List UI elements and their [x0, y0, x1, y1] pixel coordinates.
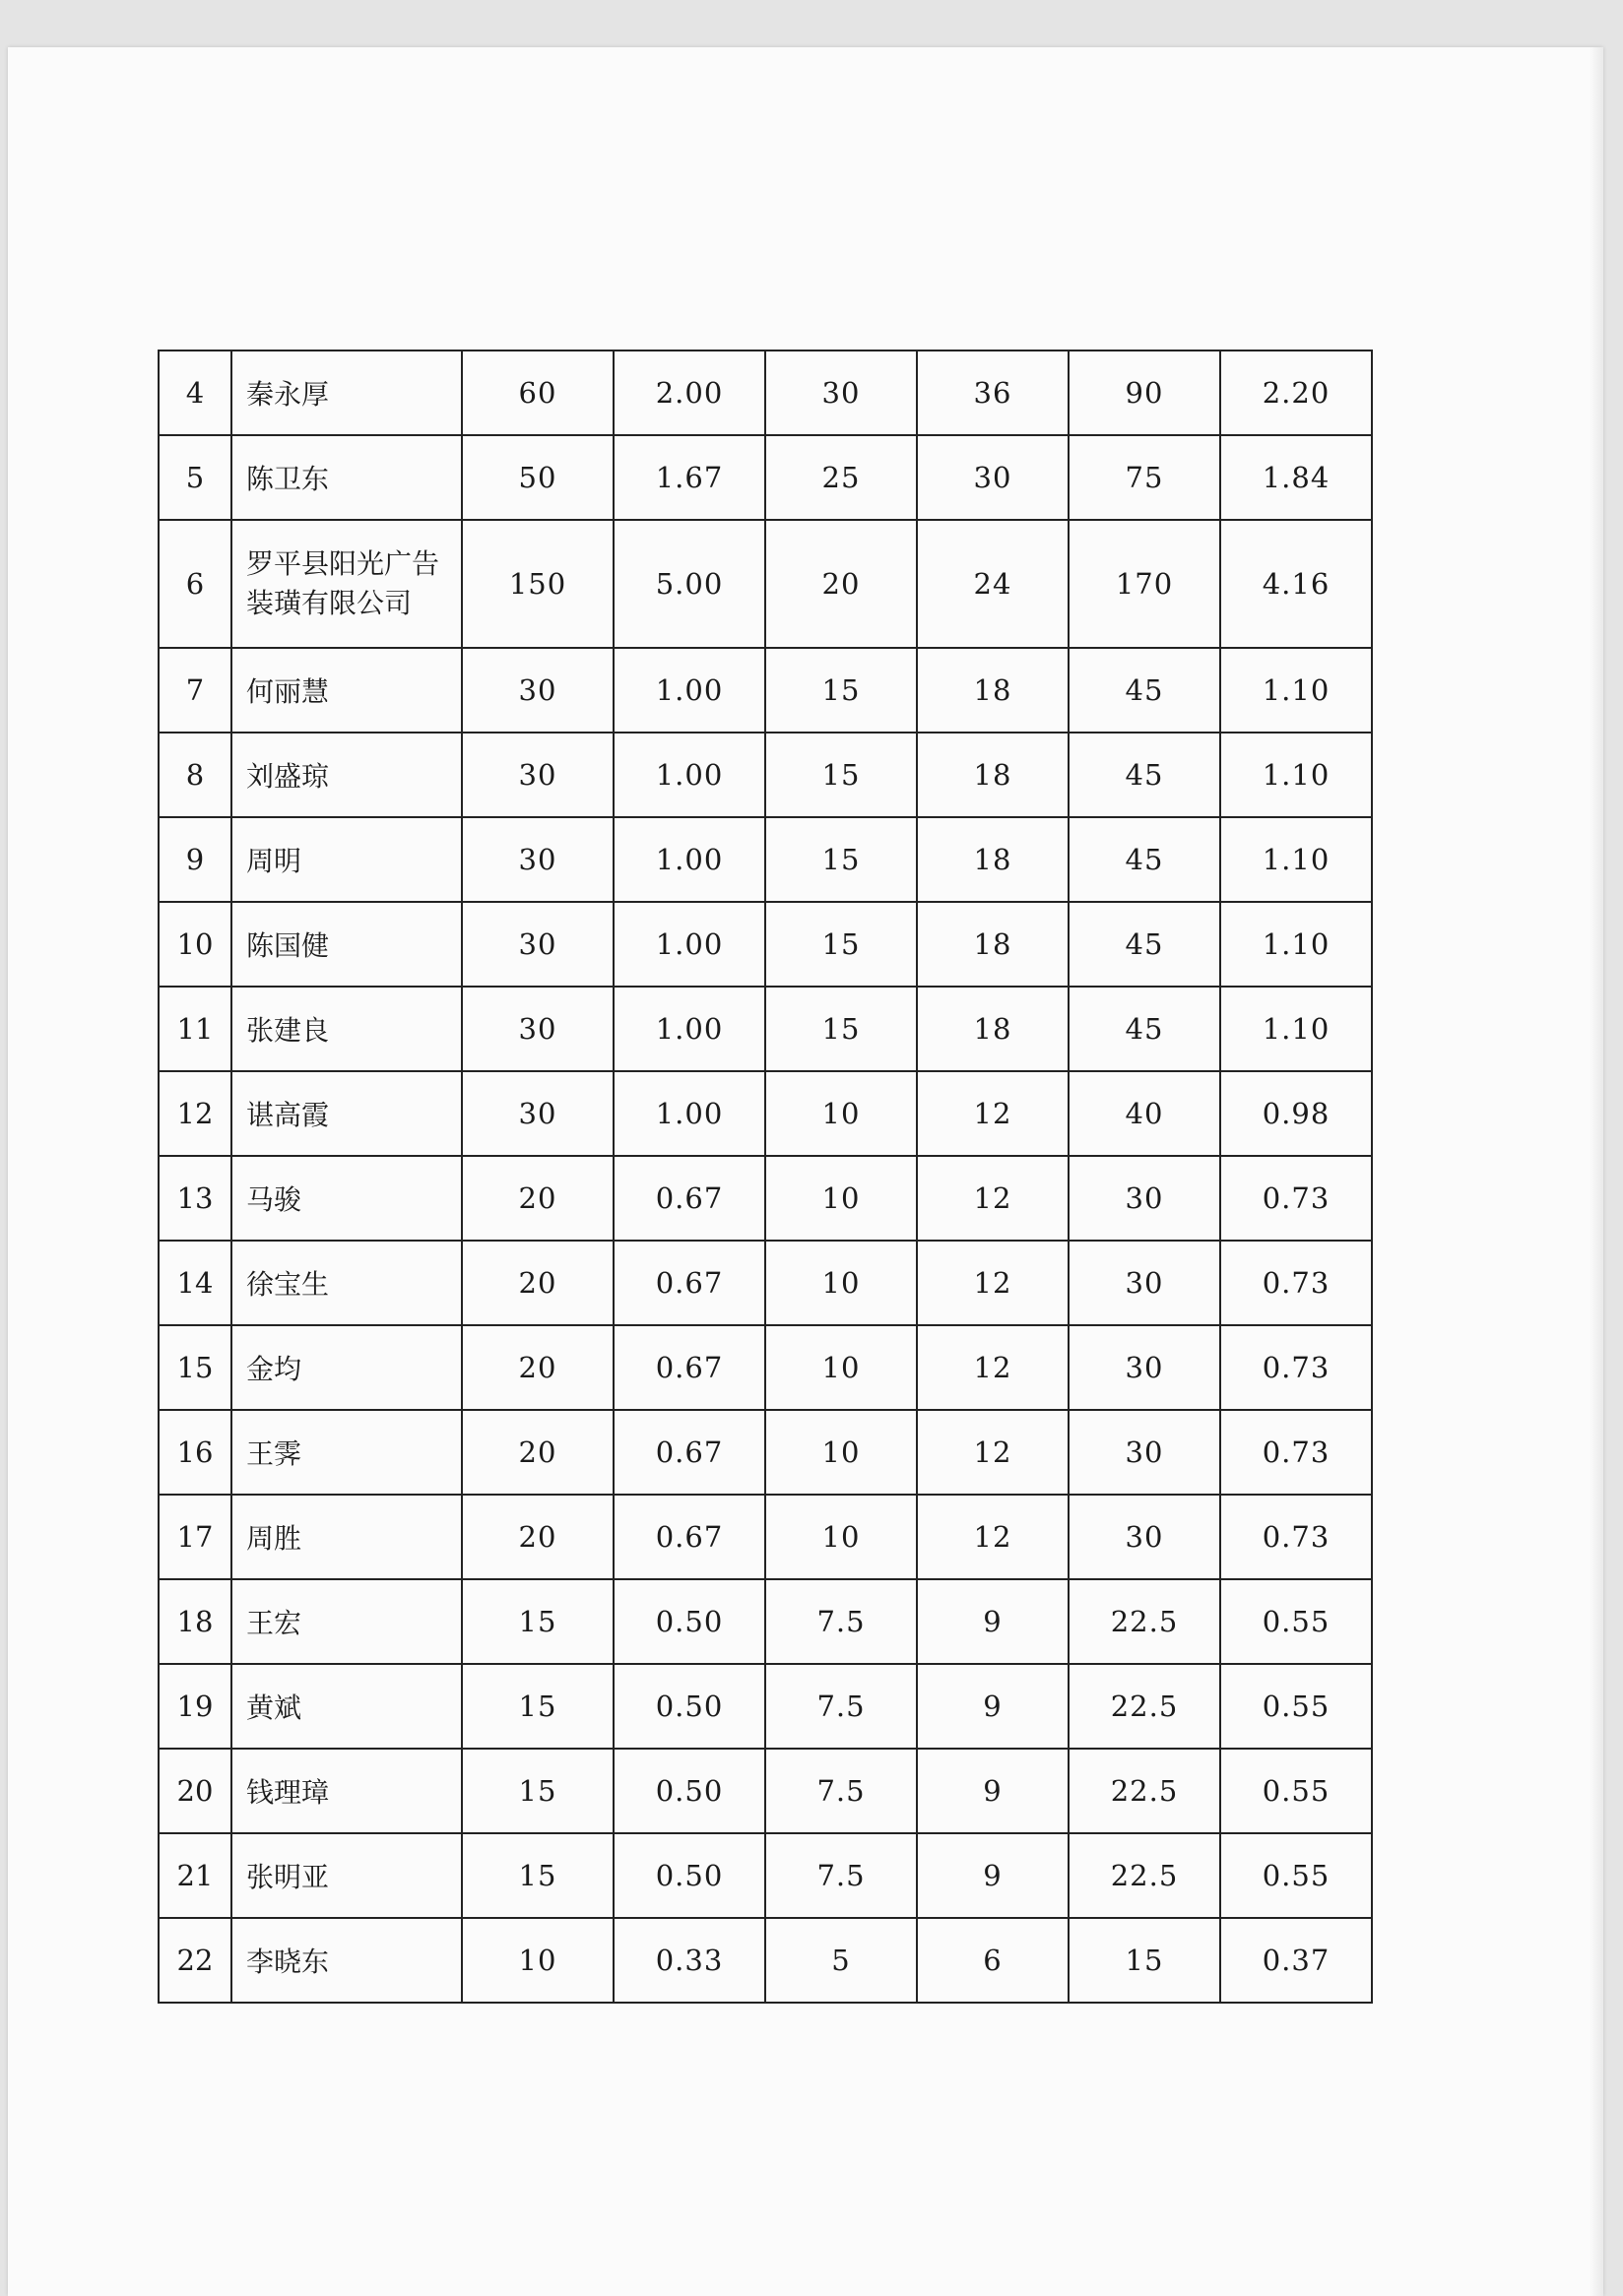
name-cell: 周明 [231, 817, 462, 902]
value-cell-3: 10 [765, 1410, 917, 1495]
name-cell: 罗平县阳光广告装璜有限公司 [231, 520, 462, 648]
value-cell-4: 18 [917, 648, 1069, 733]
document-page [8, 47, 1603, 2296]
value-cell-2: 0.67 [614, 1410, 765, 1495]
row-number-cell: 21 [159, 1833, 231, 1918]
value-cell-5: 45 [1069, 817, 1220, 902]
value-cell-1: 20 [462, 1325, 614, 1410]
value-cell-6: 1.10 [1220, 733, 1372, 817]
value-cell-1: 30 [462, 733, 614, 817]
row-number-cell: 7 [159, 648, 231, 733]
name-cell: 周胜 [231, 1495, 462, 1579]
value-cell-4: 18 [917, 902, 1069, 987]
value-cell-6: 1.10 [1220, 648, 1372, 733]
value-cell-5: 45 [1069, 648, 1220, 733]
name-cell: 张建良 [231, 987, 462, 1071]
row-number-cell: 6 [159, 520, 231, 648]
value-cell-6: 0.73 [1220, 1241, 1372, 1325]
value-cell-5: 45 [1069, 902, 1220, 987]
value-cell-5: 40 [1069, 1071, 1220, 1156]
value-cell-1: 30 [462, 902, 614, 987]
row-number-cell: 4 [159, 351, 231, 435]
value-cell-2: 0.50 [614, 1664, 765, 1749]
value-cell-6: 0.55 [1220, 1749, 1372, 1833]
value-cell-5: 22.5 [1069, 1579, 1220, 1664]
name-cell: 秦永厚 [231, 351, 462, 435]
value-cell-6: 0.55 [1220, 1579, 1372, 1664]
row-number-cell: 18 [159, 1579, 231, 1664]
value-cell-5: 75 [1069, 435, 1220, 520]
value-cell-2: 0.67 [614, 1325, 765, 1410]
row-number-cell: 19 [159, 1664, 231, 1749]
value-cell-6: 0.37 [1220, 1918, 1372, 2003]
row-number-cell: 5 [159, 435, 231, 520]
value-cell-6: 1.10 [1220, 902, 1372, 987]
name-cell: 李晓东 [231, 1918, 462, 2003]
value-cell-2: 1.00 [614, 648, 765, 733]
value-cell-6: 0.98 [1220, 1071, 1372, 1156]
value-cell-4: 12 [917, 1071, 1069, 1156]
value-cell-4: 12 [917, 1495, 1069, 1579]
table-row [159, 520, 1372, 648]
value-cell-2: 1.00 [614, 817, 765, 902]
name-cell: 钱理璋 [231, 1749, 462, 1833]
value-cell-4: 9 [917, 1664, 1069, 1749]
value-cell-3: 15 [765, 648, 917, 733]
value-cell-5: 30 [1069, 1410, 1220, 1495]
value-cell-3: 7.5 [765, 1749, 917, 1833]
table-row [159, 648, 1372, 733]
name-cell: 王霁 [231, 1410, 462, 1495]
table-row [159, 733, 1372, 817]
row-number-cell: 12 [159, 1071, 231, 1156]
value-cell-4: 18 [917, 817, 1069, 902]
value-cell-1: 15 [462, 1579, 614, 1664]
row-number-cell: 10 [159, 902, 231, 987]
value-cell-4: 18 [917, 733, 1069, 817]
value-cell-1: 50 [462, 435, 614, 520]
value-cell-6: 2.20 [1220, 351, 1372, 435]
value-cell-4: 12 [917, 1241, 1069, 1325]
value-cell-1: 30 [462, 1071, 614, 1156]
table-row [159, 987, 1372, 1071]
value-cell-3: 10 [765, 1156, 917, 1241]
value-cell-3: 7.5 [765, 1833, 917, 1918]
value-cell-6: 1.10 [1220, 987, 1372, 1071]
value-cell-3: 7.5 [765, 1664, 917, 1749]
value-cell-2: 0.67 [614, 1495, 765, 1579]
name-cell: 陈国健 [231, 902, 462, 987]
value-cell-5: 30 [1069, 1495, 1220, 1579]
value-cell-1: 20 [462, 1156, 614, 1241]
name-cell: 谌高霞 [231, 1071, 462, 1156]
value-cell-5: 30 [1069, 1325, 1220, 1410]
value-cell-1: 60 [462, 351, 614, 435]
value-cell-2: 0.50 [614, 1749, 765, 1833]
value-cell-6: 0.73 [1220, 1325, 1372, 1410]
value-cell-1: 10 [462, 1918, 614, 2003]
value-cell-5: 22.5 [1069, 1664, 1220, 1749]
table-row [159, 1071, 1372, 1156]
value-cell-1: 20 [462, 1241, 614, 1325]
name-cell: 陈卫东 [231, 435, 462, 520]
value-cell-2: 1.67 [614, 435, 765, 520]
value-cell-2: 5.00 [614, 520, 765, 648]
value-cell-4: 30 [917, 435, 1069, 520]
value-cell-1: 15 [462, 1833, 614, 1918]
value-cell-4: 36 [917, 351, 1069, 435]
value-cell-5: 15 [1069, 1918, 1220, 2003]
row-number-cell: 16 [159, 1410, 231, 1495]
value-cell-3: 10 [765, 1495, 917, 1579]
row-number-cell: 17 [159, 1495, 231, 1579]
table-row [159, 1918, 1372, 2003]
value-cell-3: 10 [765, 1071, 917, 1156]
value-cell-3: 25 [765, 435, 917, 520]
value-cell-6: 1.10 [1220, 817, 1372, 902]
value-cell-1: 30 [462, 817, 614, 902]
value-cell-2: 1.00 [614, 902, 765, 987]
value-cell-5: 30 [1069, 1156, 1220, 1241]
table-row [159, 1579, 1372, 1664]
value-cell-3: 20 [765, 520, 917, 648]
value-cell-1: 15 [462, 1664, 614, 1749]
value-cell-5: 45 [1069, 733, 1220, 817]
value-cell-4: 6 [917, 1918, 1069, 2003]
table-row [159, 1664, 1372, 1749]
value-cell-1: 30 [462, 987, 614, 1071]
value-cell-2: 0.67 [614, 1156, 765, 1241]
value-cell-4: 9 [917, 1749, 1069, 1833]
table-row [159, 817, 1372, 902]
value-cell-1: 30 [462, 648, 614, 733]
value-cell-5: 170 [1069, 520, 1220, 648]
value-cell-4: 12 [917, 1410, 1069, 1495]
value-cell-3: 15 [765, 902, 917, 987]
value-cell-6: 1.84 [1220, 435, 1372, 520]
table-row [159, 902, 1372, 987]
value-cell-5: 90 [1069, 351, 1220, 435]
row-number-cell: 14 [159, 1241, 231, 1325]
table-row [159, 1495, 1372, 1579]
row-number-cell: 20 [159, 1749, 231, 1833]
name-cell: 王宏 [231, 1579, 462, 1664]
value-cell-6: 4.16 [1220, 520, 1372, 648]
value-cell-6: 0.55 [1220, 1664, 1372, 1749]
table-row [159, 351, 1372, 435]
name-cell: 金均 [231, 1325, 462, 1410]
value-cell-1: 150 [462, 520, 614, 648]
value-cell-2: 0.33 [614, 1918, 765, 2003]
value-cell-5: 30 [1069, 1241, 1220, 1325]
table-row [159, 1833, 1372, 1918]
table-row [159, 1325, 1372, 1410]
value-cell-6: 0.73 [1220, 1410, 1372, 1495]
value-cell-2: 1.00 [614, 1071, 765, 1156]
value-cell-2: 0.50 [614, 1833, 765, 1918]
name-cell: 马骏 [231, 1156, 462, 1241]
value-cell-2: 1.00 [614, 733, 765, 817]
table-row [159, 1749, 1372, 1833]
data-table [158, 350, 1373, 2004]
name-cell: 何丽慧 [231, 648, 462, 733]
value-cell-4: 9 [917, 1833, 1069, 1918]
row-number-cell: 11 [159, 987, 231, 1071]
table-row [159, 1156, 1372, 1241]
value-cell-2: 1.00 [614, 987, 765, 1071]
value-cell-4: 12 [917, 1156, 1069, 1241]
value-cell-4: 18 [917, 987, 1069, 1071]
value-cell-5: 22.5 [1069, 1749, 1220, 1833]
value-cell-2: 0.50 [614, 1579, 765, 1664]
value-cell-1: 20 [462, 1495, 614, 1579]
value-cell-3: 7.5 [765, 1579, 917, 1664]
table-row [159, 435, 1372, 520]
value-cell-1: 20 [462, 1410, 614, 1495]
value-cell-3: 10 [765, 1325, 917, 1410]
value-cell-2: 2.00 [614, 351, 765, 435]
table-row [159, 1410, 1372, 1495]
value-cell-6: 0.73 [1220, 1495, 1372, 1579]
value-cell-1: 15 [462, 1749, 614, 1833]
name-cell: 黄斌 [231, 1664, 462, 1749]
value-cell-6: 0.55 [1220, 1833, 1372, 1918]
name-cell: 张明亚 [231, 1833, 462, 1918]
name-cell: 刘盛琼 [231, 733, 462, 817]
value-cell-3: 30 [765, 351, 917, 435]
value-cell-4: 12 [917, 1325, 1069, 1410]
value-cell-6: 0.73 [1220, 1156, 1372, 1241]
row-number-cell: 8 [159, 733, 231, 817]
value-cell-5: 22.5 [1069, 1833, 1220, 1918]
value-cell-3: 15 [765, 987, 917, 1071]
value-cell-3: 10 [765, 1241, 917, 1325]
value-cell-2: 0.67 [614, 1241, 765, 1325]
row-number-cell: 15 [159, 1325, 231, 1410]
table-body [159, 351, 1372, 2003]
value-cell-4: 24 [917, 520, 1069, 648]
name-cell: 徐宝生 [231, 1241, 462, 1325]
value-cell-3: 15 [765, 733, 917, 817]
row-number-cell: 13 [159, 1156, 231, 1241]
value-cell-4: 9 [917, 1579, 1069, 1664]
value-cell-3: 5 [765, 1918, 917, 2003]
value-cell-3: 15 [765, 817, 917, 902]
row-number-cell: 22 [159, 1918, 231, 2003]
value-cell-5: 45 [1069, 987, 1220, 1071]
table-row [159, 1241, 1372, 1325]
row-number-cell: 9 [159, 817, 231, 902]
